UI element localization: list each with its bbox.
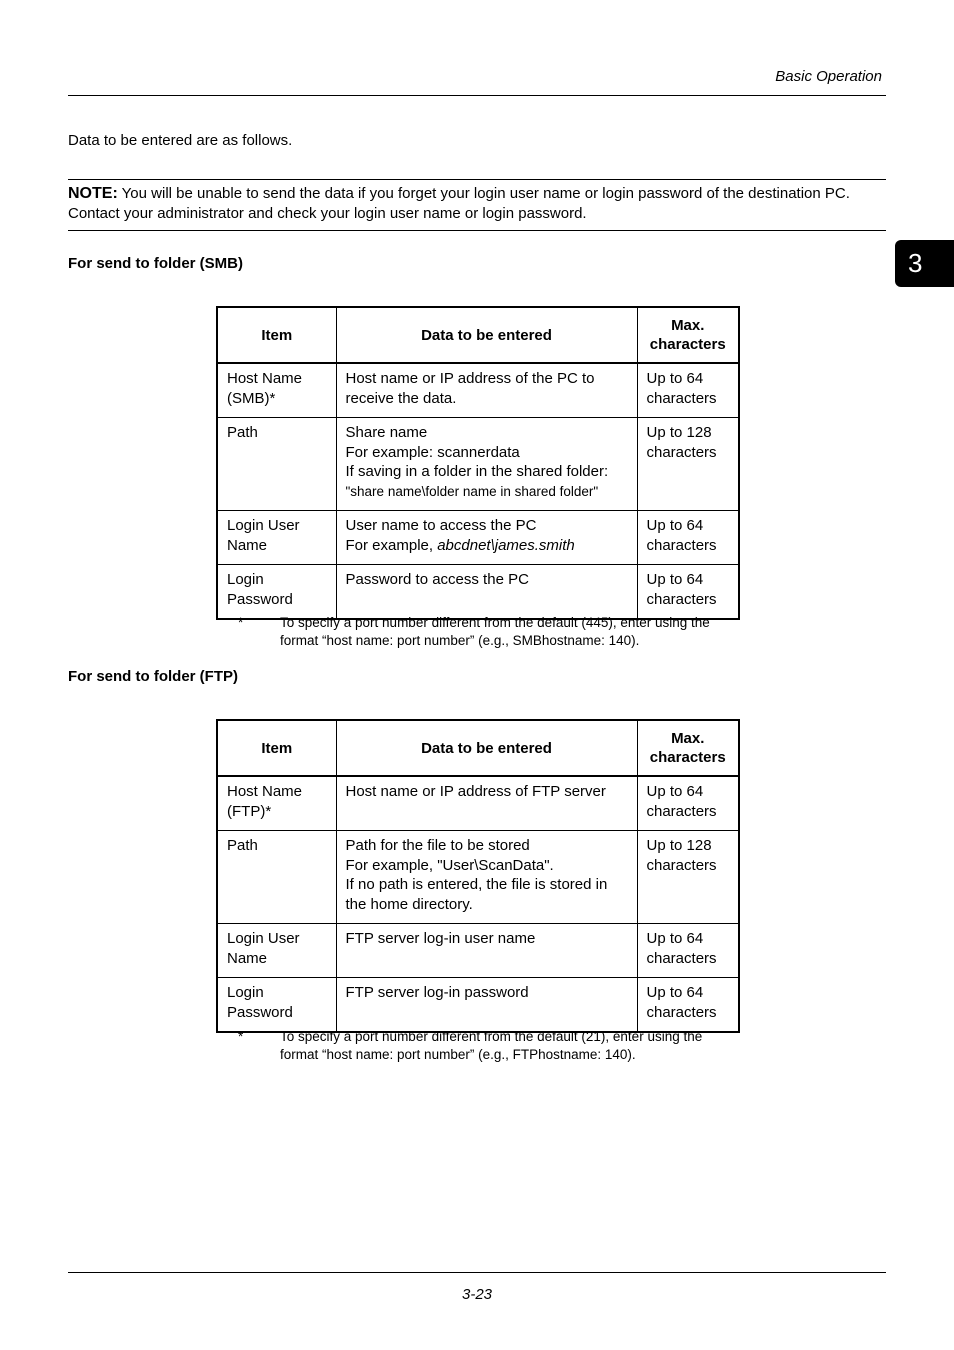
footnote-text: To specify a port number different from the default (445), enter using the format “host name: port number” (e.g., SMBhostname: 140). [280,615,710,648]
table-header-row [217,720,739,776]
header-rule [68,95,886,96]
column-header-max-text: Max. characters [649,317,726,353]
max-cell [637,776,739,831]
max-cell [637,978,739,1033]
cell-line: characters [646,802,717,820]
table-row [217,978,739,1033]
footer-rule [68,1272,886,1273]
intro-text: Data to be entered are as follows. [68,132,293,149]
table-row [217,511,739,565]
footnote-mark: * [238,615,244,630]
cell-line: characters [646,1003,717,1021]
table-row [217,565,739,620]
item-cell [217,776,336,831]
cell-line [346,536,629,556]
item-cell [217,363,336,418]
data-cell [336,418,637,511]
cell-line: User name to access the PC [345,517,537,534]
cell-line: Login [227,984,264,1001]
max-cell [637,565,739,620]
item-cell [217,511,336,565]
column-header-max-text: Max. characters [649,730,726,766]
cell-line: If saving in a folder in the shared folder: [345,463,609,480]
table-header-row [217,307,739,363]
table-row [217,831,739,924]
cell-line: characters [646,536,717,554]
data-cell [336,776,637,831]
cell-text: For example, [345,536,438,554]
item-cell [217,831,336,924]
cell-line: characters [646,856,717,874]
cell-line: Host Name [227,783,303,800]
cell-line: Up to 128 [646,424,712,441]
cell-line: Host name or IP address of the PC to receive the data. [345,370,595,407]
note-text: You will be unable to send the data if you forget your login user name or login password of the destination PC. Contact your administrator and check your login user name or login password. [68,185,850,222]
smb-heading: For send to folder (SMB) [68,255,243,272]
item-cell [217,978,336,1033]
cell-line: If no path is entered, the file is stored in the home directory. [345,876,608,913]
data-cell [336,565,637,620]
max-cell [637,924,739,978]
cell-line: Host name or IP address of FTP server [345,783,606,800]
cell-line: Share name [345,424,428,441]
column-header-data: Data to be entered [336,720,637,776]
max-cell [637,418,739,511]
cell-line: Up to 64 [646,517,704,534]
cell-line: Login User [227,517,300,534]
cell-line: Up to 64 [646,370,704,387]
data-cell [336,978,637,1033]
note-box [68,179,886,231]
ftp-heading: For send to folder (FTP) [68,668,238,685]
max-cell [637,363,739,418]
cell-line: characters [646,389,717,407]
column-header-data: Data to be entered [336,307,637,363]
cell-line: Path [227,424,258,441]
cell-line: Path for the file to be stored [345,837,530,854]
cell-line: Up to 64 [646,984,704,1001]
cell-line: Password [227,1003,293,1021]
cell-line: Login [227,571,264,588]
cell-line: "share name\folder name in shared folder" [345,483,599,499]
smb-table [216,306,740,620]
cell-line: Up to 128 [646,837,712,854]
cell-line: Name [227,536,268,554]
cell-line: For example, "User\ScanData". [345,856,554,874]
cell-line: Host Name [227,370,303,387]
cell-line: FTP server log-in password [345,984,529,1001]
cell-line: Up to 64 [646,571,704,588]
item-cell [217,418,336,511]
data-cell [336,831,637,924]
data-cell [336,924,637,978]
cell-line: (SMB)* [227,389,276,407]
cell-line: (FTP)* [227,802,272,820]
max-cell [637,511,739,565]
table-row [217,776,739,831]
cell-line: Password [227,590,293,608]
cell-line: FTP server log-in user name [345,930,536,947]
table-row [217,924,739,978]
cell-line: Name [227,949,268,967]
table-row [217,363,739,418]
chapter-tab: 3 [895,240,954,287]
table-row [217,418,739,511]
note-label: NOTE: [68,185,118,202]
footnote-text: To specify a port number different from the default (21), enter using the format “host name: port number” (e.g., FTPhostname: 140). [280,1029,703,1062]
cell-line: Up to 64 [646,930,704,947]
column-header-item: Item [217,307,336,363]
item-cell [217,924,336,978]
column-header-item: Item [217,720,336,776]
cell-line: characters [646,590,717,608]
running-header: Basic Operation [775,68,882,85]
cell-line: Login User [227,930,300,947]
data-cell [336,363,637,418]
cell-line: characters [646,443,717,461]
footnote-mark: * [238,1029,244,1044]
cell-line: Password to access the PC [345,571,529,588]
cell-line: characters [646,949,717,967]
column-header-max [637,307,739,363]
cell-line: Path [227,837,258,854]
column-header-max [637,720,739,776]
max-cell [637,831,739,924]
cell-line: Up to 64 [646,783,704,800]
cell-line: For example: scannerdata [345,443,520,461]
ftp-table [216,719,740,1033]
cell-example: abcdnet\james.smith [437,536,575,554]
item-cell [217,565,336,620]
data-cell [336,511,637,565]
page-number: 3-23 [461,1286,493,1303]
